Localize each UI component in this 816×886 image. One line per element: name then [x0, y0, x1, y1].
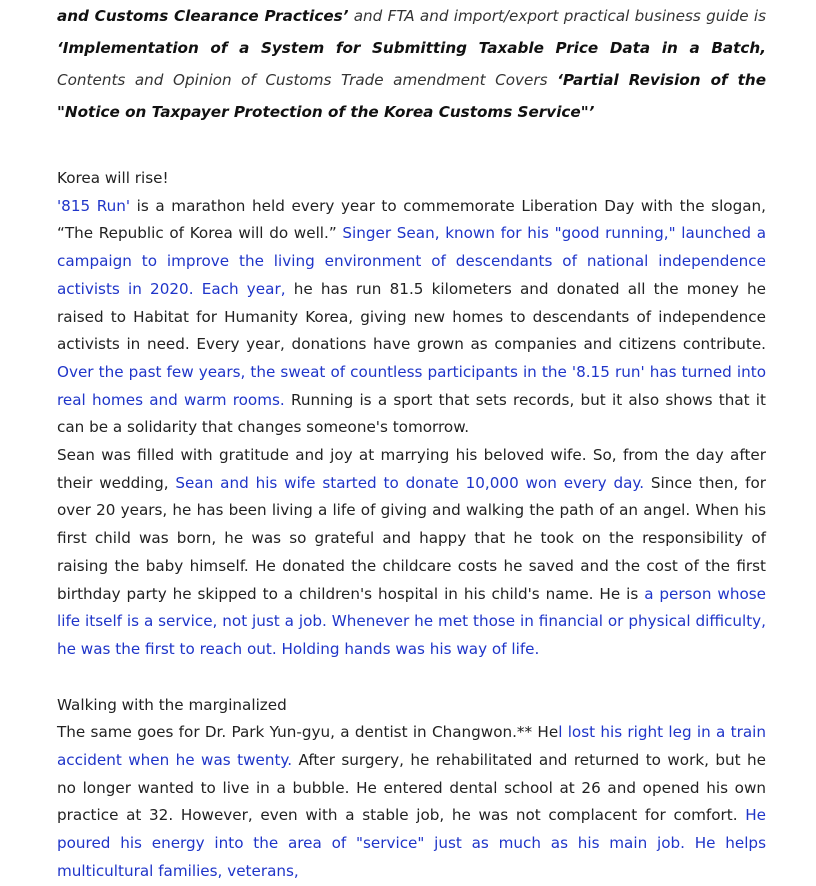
intro-italic-text: Contents and Opinion of Customs Trade amendment Covers [57, 71, 558, 89]
section-heading: Walking with the marginalized [57, 695, 287, 714]
intro-bold-text: ‘Partial Revision of the "Notice on Taxpayer Protection of the Korea Customs Service"’ [57, 71, 766, 121]
document-page [57, 0, 766, 886]
body-paragraph [57, 442, 766, 664]
intro-paragraph [57, 0, 766, 128]
highlight-text: Singer Sean, known for his "good running," launched a campaign to improve the living environment of descendants of national independence activists in 2020. Each year, [57, 224, 766, 298]
body-paragraph [57, 193, 766, 442]
body-paragraph [57, 719, 766, 885]
body-text: Since then, for over 20 years, he has been living a life of giving and walking the path of an angel. When his first child was born, he was so grateful and happy that he took on the responsibility of raising the baby himself. He donated the childcare costs he saved and the cost of the first birthday party he skipped to a children's hospital in his child's name. He is [57, 473, 766, 603]
spacer [57, 664, 766, 692]
highlight-text: He poured his energy into the area of "service" just as much as his main job. He helps multicultural families, veterans, [57, 806, 766, 880]
body-text: Sean was filled with gratitude and joy at marrying his beloved wife. So, from the day after their wedding, [57, 446, 766, 492]
highlight-text: l lost his right leg in a train accident when he was twenty. [57, 723, 766, 770]
intro-bold-text: ‘Implementation of a System for Submitting Taxable Price Data in a Batch, [57, 39, 766, 57]
section-heading: Korea will rise! [57, 169, 169, 187]
highlight-text: '815 Run' [57, 196, 131, 215]
highlight-text: Sean and his wife started to donate 10,000 won every day. [175, 473, 645, 492]
highlight-text: Over the past few years, the sweat of countless participants in the '8.15 run' has turned into real homes and warm rooms. [57, 362, 766, 409]
intro-italic-text: and FTA and import/export practical business guide is [348, 7, 767, 25]
body-text: Running is a sport that sets records, but it also shows that it can be a solidarity that changes someone's tomorrow. [57, 390, 766, 437]
highlight-text: a person whose life itself is a service, not just a job. Whenever he met those in financial or physical difficulty, he was the first to reach out. Holding hands was his way of life. [57, 584, 767, 658]
spacer [57, 128, 766, 165]
body-text: The same goes for Dr. Park Yun-gyu, a dentist in Changwon.** He [57, 723, 559, 742]
body-text: After surgery, he rehabilitated and returned to work, but he no longer wanted to live in a bubble. He entered dental school at 26 and opened his own practice at 32. However, even with a stable job, he was not complacent for comfort. [57, 751, 766, 825]
body-text: he has run 81.5 kilometers and donated all the money he raised to Habitat for Humanity Korea, giving new homes to descendants of independence activists in need. Every year, donations have grown as companies and citizens contribute. [57, 279, 766, 354]
body-text: is a marathon held every year to commemorate Liberation Day with the slogan, “The Republic of Korea will do well.” [57, 196, 766, 243]
intro-bold-text: and Customs Clearance Practices’ [57, 7, 349, 25]
